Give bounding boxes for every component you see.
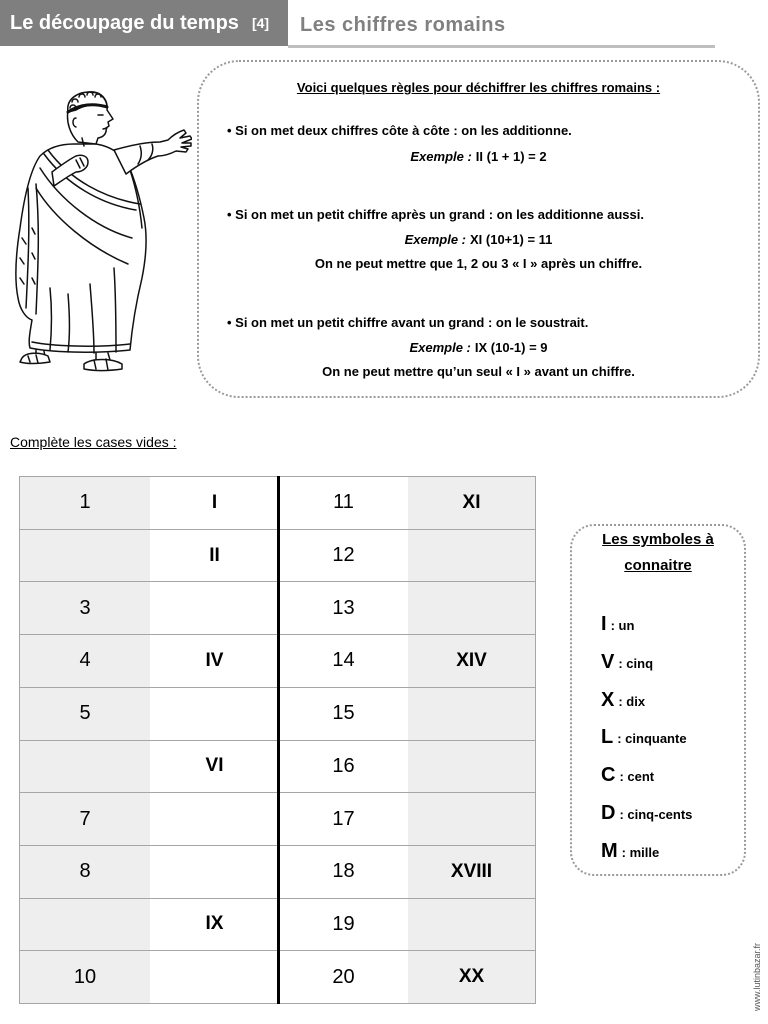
symbols-box [570, 524, 746, 876]
number-cell: 14 [332, 649, 355, 672]
roman-numeral-cell: VI [205, 755, 224, 777]
symbol-meaning: : mille [621, 844, 660, 860]
website-credit: www.lutinbazar.fr [752, 942, 762, 1011]
symbol-meaning: : cinq-cents [619, 806, 693, 822]
symbols-heading: connaitre [624, 557, 692, 574]
symbol-item [601, 833, 692, 871]
header-underline [288, 45, 715, 48]
roman-numeral-cell: I [211, 491, 218, 513]
number-cell: 7 [20, 793, 150, 845]
roman-toga [16, 144, 146, 352]
number-cell: 3 [20, 582, 150, 634]
roman-figure-illustration [10, 88, 192, 374]
rules-heading: Voici quelques règles pour déchiffrer les chiffres romains : [296, 80, 661, 95]
symbol-letter: C [601, 764, 616, 787]
worksheet-title: Le découpage du temps [10, 11, 239, 34]
number-cell: 15 [332, 702, 355, 725]
rule-item: • Si on met un petit chiffre après un grand : on les additionne aussi. [227, 207, 644, 222]
example-value: XI (10+1) = 11 [470, 232, 553, 247]
symbols-list [601, 606, 692, 871]
roman-numeral-cell: XX [408, 951, 535, 1003]
blank-cell [408, 793, 535, 845]
number-cell: 1 [20, 477, 150, 529]
symbol-meaning: : cinquante [617, 731, 687, 747]
symbol-meaning: : cent [619, 769, 655, 785]
rule-example [199, 149, 758, 165]
symbol-item [601, 795, 692, 833]
symbol-letter: M [601, 839, 618, 862]
blank-cell [408, 530, 535, 582]
instruction-text: Complète les cases vides : [10, 434, 177, 450]
number-cell: 18 [332, 860, 355, 883]
rule-item: • Si on met deux chiffres côte à côte : on les additionne. [227, 123, 572, 138]
number-cell: 5 [20, 688, 150, 740]
roman-numeral-cell: IV [205, 649, 224, 671]
rule-note: On ne peut mettre que 1, 2 ou 3 « I » après un chiffre. [314, 256, 643, 271]
center-divider [277, 476, 280, 1004]
roman-numeral-cell: XVIII [408, 846, 535, 898]
rule-note: On ne peut mettre qu’un seul « I » avant un chiffre. [322, 364, 635, 379]
number-cell: 17 [332, 807, 355, 830]
symbol-item [601, 682, 692, 720]
example-value: IX (10-1) = 9 [474, 340, 548, 355]
symbol-meaning: : un [610, 618, 635, 633]
lesson-subtitle: Les chiffres romains [300, 14, 506, 36]
symbol-item [601, 644, 692, 682]
blank-cell [150, 688, 279, 740]
example-label: Exemple : [409, 340, 471, 355]
number-cell: 12 [332, 544, 355, 567]
blank-cell [408, 688, 535, 740]
blank-cell [150, 846, 279, 898]
symbol-meaning: : dix [618, 693, 646, 709]
rule-example [199, 340, 758, 356]
number-cell: 13 [332, 596, 355, 619]
number-cell: 19 [332, 912, 355, 935]
example-label: Exemple : [404, 232, 466, 247]
number-cell: 16 [332, 754, 355, 777]
symbol-item [601, 606, 692, 644]
blank-cell [20, 530, 150, 582]
blank-cell [150, 951, 279, 1003]
blank-cell [408, 741, 535, 793]
symbol-meaning: : cinq [618, 655, 654, 671]
blank-cell [408, 582, 535, 634]
symbols-heading: Les symboles à [602, 531, 714, 548]
rule-example [199, 232, 758, 248]
number-cell: 11 [333, 491, 354, 514]
blank-cell [20, 741, 150, 793]
roman-numeral-cell: XIV [408, 635, 535, 687]
lesson-number: [4] [251, 15, 270, 31]
symbol-letter: D [601, 801, 616, 824]
symbol-letter: X [601, 688, 615, 711]
number-cell: 10 [20, 951, 150, 1003]
number-cell: 8 [20, 846, 150, 898]
roman-numeral-cell: II [209, 544, 220, 566]
example-value: II (1 + 1) = 2 [475, 149, 547, 164]
number-cell: 20 [332, 965, 355, 988]
number-cell: 4 [20, 635, 150, 687]
symbol-letter: L [601, 726, 614, 749]
blank-cell [150, 582, 279, 634]
symbol-letter: V [601, 650, 615, 673]
header-bar [0, 0, 288, 46]
blank-cell [20, 899, 150, 951]
symbol-letter: I [601, 613, 607, 635]
rules-box [197, 60, 760, 398]
symbol-item [601, 757, 692, 795]
blank-cell [408, 899, 535, 951]
rule-item: • Si on met un petit chiffre avant un grand : on le soustrait. [227, 315, 589, 330]
example-label: Exemple : [410, 149, 472, 164]
symbol-item [601, 719, 692, 757]
blank-cell [150, 793, 279, 845]
roman-numeral-cell: XI [408, 477, 535, 529]
roman-numeral-cell: IX [205, 913, 224, 935]
